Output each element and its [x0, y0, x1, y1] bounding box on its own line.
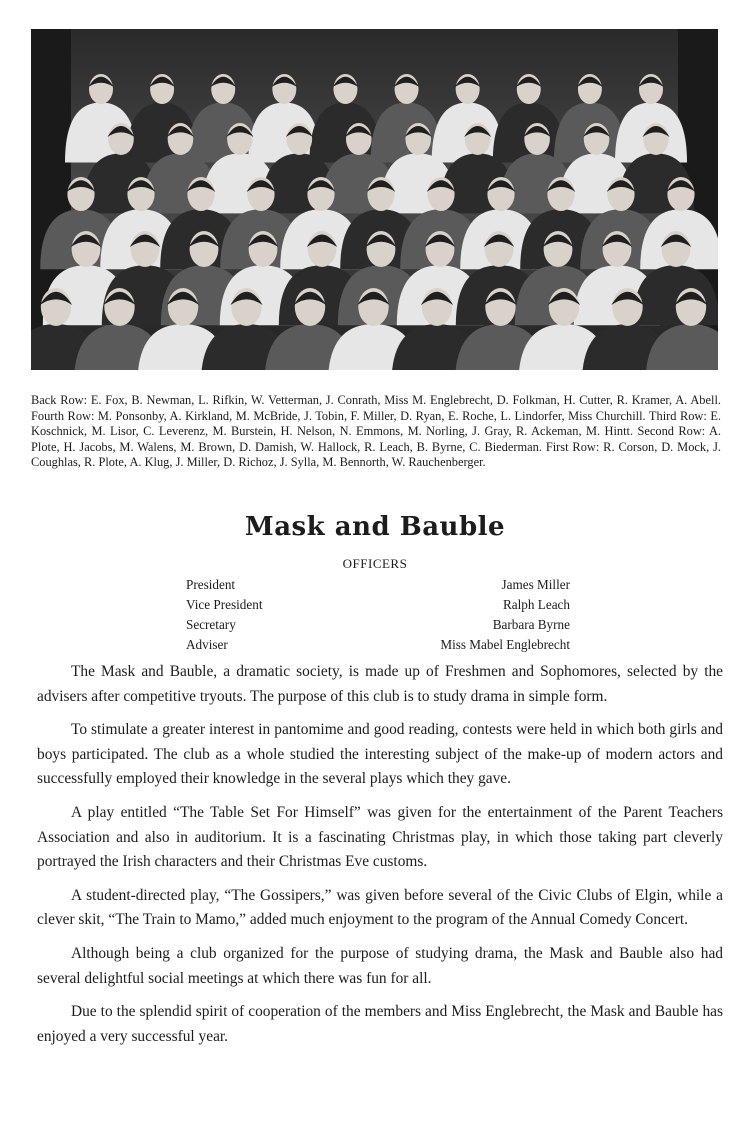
officer-role: President: [186, 577, 236, 592]
paragraph: Due to the splendid spirit of cooperation of the members and Miss Englebrecht, the Mask and Bauble has enjoyed a very successful year.: [37, 1003, 723, 1045]
paragraph: Although being a club organized for the purpose of studying drama, the Mask and Bauble also had several delightful social meetings at which there was fun for all.: [37, 944, 723, 987]
officer-row: [186, 597, 570, 617]
paragraph: To stimulate a greater interest in pantomime and good reading, contests were held in which both girls and boys participated. The club as a whole studied the interesting subject of the make-up of modern actors and successfully employed their knowledge in the several plays which they gave.: [37, 721, 723, 788]
officer-name: Barbara Byrne: [492, 617, 570, 632]
officers-heading: OFFICERS: [342, 556, 408, 571]
paragraph: The Mask and Bauble, a dramatic society, is made up of Freshmen and Sophomores, selected by the advisers after competitive tryouts. The purpose of this club is to study drama in simple form.: [37, 663, 723, 705]
page-title: Mask and Bauble: [244, 512, 506, 542]
officer-name: James Miller: [501, 577, 570, 592]
officer-row: [186, 577, 570, 597]
photo-caption: Back Row: E. Fox, B. Newman, L. Rifkin, W. Vetterman, J. Conrath, Miss M. Englebrecht, D. Folkman, H. Cutter, R. Kramer, A. Abell. Fourth Row: M. Ponsonby, A. Kirkland, M. McBride, J. Tobin, F. Miller, D. Ryan, E. Roche, L. Lindorfer, Miss Churchill. Third Row: E. Koschnick, M. Lisor, C. Leverenz, M. Burstein, H. Nelson, N. Emmons, M. Norling, J. Gray, R. Ackeman, M. Hintt. Second Row: A. Plote, H. Jacobs, M. Walens, M. Brown, D. Damish, W. Hallock, R. Leach, B. Byrne, C. Biederman. First Row: R. Corson, D. Mock, J. Coughlas, R. Plote, A. Klug, J. Miller, D. Richoz, J. Sylla, M. Bennorth, W. Rauchenberger.: [31, 393, 721, 470]
officer-role: Adviser: [186, 637, 228, 652]
officer-name: Miss Mabel Englebrecht: [440, 637, 570, 652]
officer-row: [186, 637, 570, 657]
officer-role: Vice President: [186, 597, 263, 612]
group-photo: [31, 29, 718, 370]
officer-name: Ralph Leach: [502, 597, 570, 612]
paragraph: A student-directed play, “The Gossipers,” was given before several of the Civic Clubs of Elgin, while a clever skit, “The Train to Mamo,” added much enjoyment to the program of the Annual Comedy Concert.: [37, 886, 723, 929]
paragraph: A play entitled “The Table Set For Himself” was given for the entertainment of the Parent Teachers Association and also in auditorium. It is a fascinating Christmas play, in which those taking part cleverly portrayed the Irish characters and their Christmas Eve customs.: [37, 803, 723, 871]
article-body: [37, 660, 723, 1058]
group-photo-icon: [31, 29, 718, 370]
officer-role: Secretary: [186, 617, 236, 632]
officer-row: [186, 617, 570, 637]
